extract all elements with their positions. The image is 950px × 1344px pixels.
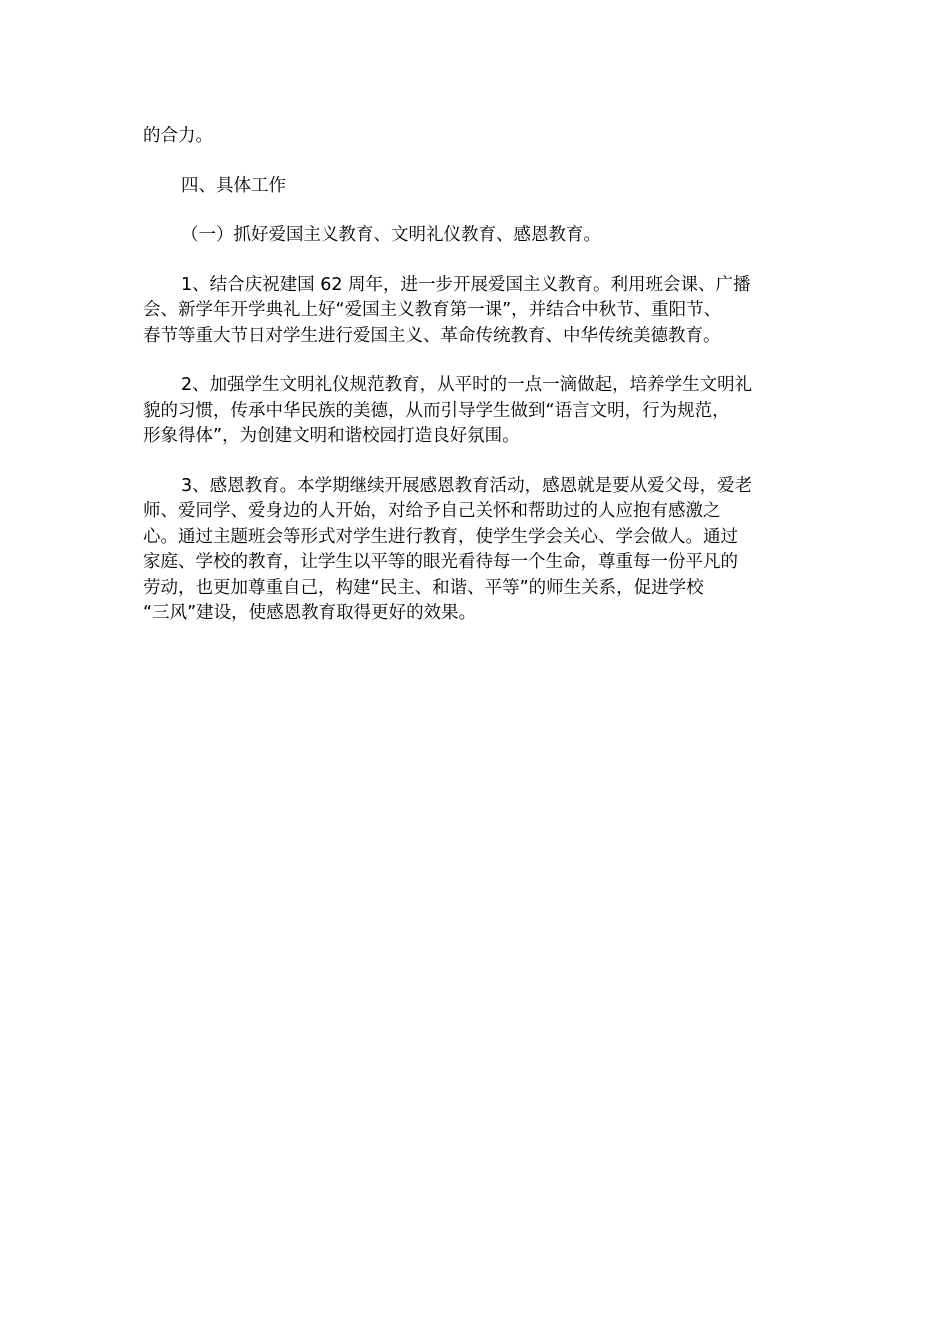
paragraph-item-1 xyxy=(143,273,808,350)
document-body xyxy=(143,124,808,651)
text-line: 家庭、学校的教育，让学生以平等的眼光看待每一个生命，尊重每一份平凡的 xyxy=(143,552,738,572)
text-line: 的合力。 xyxy=(143,126,213,146)
text-line: 师、爱同学、爱身边的人开始，对给予自己关怀和帮助过的人应抱有感激之 xyxy=(143,501,721,521)
text-line: 劳动，也更加尊重自己，构建“民主、和谐、平等”的师生关系，促进学校 xyxy=(143,577,704,598)
paragraph-continuation xyxy=(143,124,808,150)
text-line: 四、具体工作 xyxy=(181,175,286,196)
text-line: 春节等重大节日对学生进行爱国主义、革命传统教育、中华传统美德教育。 xyxy=(143,325,721,346)
text-line: 会、新学年开学典礼上好“爱国主义教育第一课”，并结合中秋节、重阳节、 xyxy=(143,300,722,320)
text-line: 1、结合庆祝建国 62 周年，进一步开展爱国主义教育。利用班会课、广播 xyxy=(181,274,751,295)
text-line: “三风”建设，使感恩教育取得更好的效果。 xyxy=(143,603,477,623)
text-line: （一）抓好爱国主义教育、文明礼仪教育、感恩教育。 xyxy=(181,225,601,245)
text-line: 貌的习惯，传承中华民族的美德，从而引导学生做到“语言文明，行为规范， xyxy=(143,400,730,421)
subsection-heading xyxy=(143,223,808,249)
paragraph-item-2 xyxy=(143,373,808,450)
text-line: 形象得体”，为创建文明和谐校园打造良好氛围。 xyxy=(143,426,520,446)
text-line: 3、感恩教育。本学期继续开展感恩教育活动，感恩就是要从爱父母，爱老 xyxy=(181,475,753,496)
paragraph-item-3 xyxy=(143,474,808,627)
text-line: 2、加强学生文明礼仪规范教育，从平时的一点一滴做起，培养学生文明礼 xyxy=(181,375,753,395)
section-heading xyxy=(143,174,808,200)
text-line: 心。通过主题班会等形式对学生进行教育，使学生学会关心、学会做人。通过 xyxy=(143,526,738,547)
